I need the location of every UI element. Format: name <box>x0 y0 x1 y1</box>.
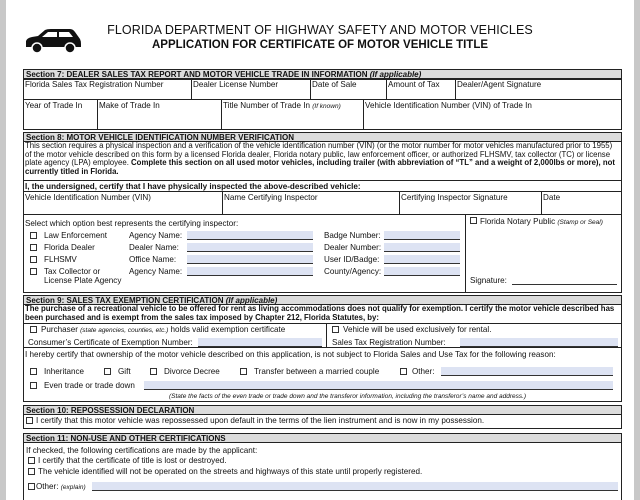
other-reason-checkbox[interactable] <box>400 368 407 375</box>
other-cert-label: Other: (explain) <box>36 482 86 491</box>
other-reason-label: Other: <box>412 367 435 376</box>
section-9-statement: The purchase of a recreational vehicle to be offered for rent as living accommodations does not qualify for exemption. I certify the motor vehicle described has been purchased and is exempt from the sales tax imposed by Chapter 212, Florida Statutes, by: <box>25 304 615 322</box>
option-law-enforcement-checkbox[interactable] <box>30 232 37 239</box>
option-law-enforcement: Law Enforcement <box>44 231 107 240</box>
field-title-number-trade-in[interactable]: Title Number of Trade In (If known) <box>223 101 341 110</box>
field-dealer-agent-signature[interactable]: Dealer/Agent Signature <box>457 80 542 89</box>
divorce-label: Divorce Decree <box>164 367 220 376</box>
notary-label: Florida Notary Public (Stamp or Seal) <box>480 217 603 226</box>
married-transfer-checkbox[interactable] <box>240 368 247 375</box>
notary-signature-label: Signature: <box>470 276 507 285</box>
even-trade-checkbox[interactable] <box>30 382 37 389</box>
other-reason-input[interactable] <box>441 367 613 376</box>
badge-number-label: Badge Number: <box>324 231 381 240</box>
user-id-input[interactable] <box>384 255 460 264</box>
notary-signature-line[interactable] <box>512 284 617 285</box>
purchaser-label: Purchaser (state agencies, counties, etc.) holds valid exemption certificate <box>41 325 286 334</box>
section-7-header: Section 7: DEALER SALES TAX REPORT AND MOTOR VEHICLE TRADE IN INFORMATION (If applicable) <box>23 69 622 79</box>
option-tax-collector-line2: License Plate Agency <box>44 276 122 285</box>
exemption-cert-label: Consumer’s Certificate of Exemption Number: <box>28 338 193 347</box>
gift-label: Gift <box>118 367 131 376</box>
repossession-text: I certify that this motor vehicle was repossessed upon default in the terms of the lien instrument and is now in my possession. <box>36 416 485 425</box>
purchaser-checkbox[interactable] <box>30 326 37 333</box>
dealer-name-input[interactable] <box>187 243 313 252</box>
field-inspected-vin[interactable]: Vehicle Identification Number (VIN) <box>25 193 151 202</box>
option-tax-collector: Tax Collector or <box>44 267 101 276</box>
field-vin-trade-in[interactable]: Vehicle Identification Number (VIN) of Trade In <box>365 101 532 110</box>
field-amount-of-tax[interactable]: Amount of Tax <box>388 80 440 89</box>
even-trade-label: Even trade or trade down <box>44 381 135 390</box>
option-flhsmv: FLHSMV <box>44 255 77 264</box>
divorce-checkbox[interactable] <box>150 368 157 375</box>
inspection-certify: I, the undersigned, certify that I have physically inspected the above-described vehicle: <box>25 182 361 191</box>
agency-name-label: Agency Name: <box>129 231 183 240</box>
sales-tax-reg-label: Sales Tax Registration Number: <box>332 338 446 347</box>
field-inspector-name[interactable]: Name Certifying Inspector <box>224 193 318 202</box>
field-inspector-signature[interactable]: Certifying Inspector Signature <box>401 193 508 202</box>
section-11-header: Section 11: NON-USE AND OTHER CERTIFICATIONS <box>23 433 622 443</box>
field-make-of-trade-in[interactable]: Make of Trade In <box>99 101 160 110</box>
sales-tax-reg-input[interactable] <box>460 338 618 347</box>
notary-checkbox[interactable] <box>470 217 477 224</box>
other-cert-input[interactable] <box>92 482 618 491</box>
even-trade-input[interactable] <box>144 381 613 390</box>
non-use-text: The vehicle identified will not be operated on the streets and highways of this state until properly registered. <box>38 467 423 476</box>
inspector-type-prompt: Select which option best represents the certifying inspector: <box>25 219 239 228</box>
dealer-number-input[interactable] <box>384 243 460 252</box>
office-name-input[interactable] <box>187 255 313 264</box>
option-florida-dealer-checkbox[interactable] <box>30 244 37 251</box>
field-date-of-sale[interactable]: Date of Sale <box>312 80 357 89</box>
form-sheet <box>6 0 634 500</box>
dealer-name-label: Dealer Name: <box>129 243 179 252</box>
dealer-number-label: Dealer Number: <box>324 243 382 252</box>
field-dealer-license[interactable]: Dealer License Number <box>193 80 279 89</box>
option-tax-collector-checkbox[interactable] <box>30 268 37 275</box>
other-cert-checkbox[interactable] <box>28 483 35 490</box>
non-use-checkbox[interactable] <box>28 468 35 475</box>
section-8-instructions: This section requires a physical inspection and a verification of the vehicle identification number (VIN) (or the motor number for motor vehicles manufactured prior to 1955) of the motor vehicle described on this form by a licensed Florida dealer, Florida notary public, law enforcement officer, or authorized FLHSMV, tax collector (TC) or license plate agency (LPA) employee. Complete this section on all used motor vehicles, including trailer (with abbreviation of “TL” and a weight of 2,000lbs or more), not currently titled in Florida. <box>25 141 615 176</box>
inheritance-checkbox[interactable] <box>30 368 37 375</box>
inheritance-label: Inheritance <box>44 367 85 376</box>
tc-agency-name-input[interactable] <box>187 267 313 276</box>
title-lost-checkbox[interactable] <box>28 457 35 464</box>
repossession-checkbox[interactable] <box>26 417 33 424</box>
married-transfer-label: Transfer between a married couple <box>254 367 380 376</box>
county-agency-input[interactable] <box>384 267 460 276</box>
field-sales-tax-reg[interactable]: Florida Sales Tax Registration Number <box>25 80 164 89</box>
title-lost-text: I certify that the certificate of title is lost or destroyed. <box>38 456 227 465</box>
section-9-header: Section 9: SALES TAX EXEMPTION CERTIFICATION (If applicable) <box>23 295 622 305</box>
field-inspection-date[interactable]: Date <box>543 193 561 202</box>
section-8-header: Section 8: MOTOR VEHICLE IDENTIFICATION NUMBER VERIFICATION <box>23 132 622 142</box>
user-id-label: User ID/Badge: <box>324 255 380 264</box>
form-title: APPLICATION FOR CERTIFICATE OF MOTOR VEHICLE TITLE <box>151 39 489 51</box>
section-10-header: Section 10: REPOSSESSION DECLARATION <box>23 405 622 415</box>
ownership-certify: I hereby certify that ownership of the motor vehicle described on this application, is not subject to Florida Sales and Use Tax for the following reason: <box>25 350 556 359</box>
rental-label: Vehicle will be used exclusively for rental. <box>343 325 492 334</box>
gift-checkbox[interactable] <box>104 368 111 375</box>
office-name-label: Office Name: <box>129 255 177 264</box>
rental-checkbox[interactable] <box>332 326 339 333</box>
trade-instructions: (State the facts of the even trade or trade down and the transferor information, including the transferor’s name and address.) <box>169 393 527 400</box>
certifications-intro: If checked, the following certifications are made by the applicant: <box>26 446 258 455</box>
tc-agency-name-label: Agency Name: <box>129 267 183 276</box>
county-agency-label: County/Agency: <box>324 267 382 276</box>
exemption-cert-input[interactable] <box>198 338 322 347</box>
option-flhsmv-checkbox[interactable] <box>30 256 37 263</box>
agency-name-input[interactable] <box>187 231 313 240</box>
badge-number-input[interactable] <box>384 231 460 240</box>
option-florida-dealer: Florida Dealer <box>44 243 95 252</box>
department-name: FLORIDA DEPARTMENT OF HIGHWAY SAFETY AND MOTOR VEHICLES <box>107 23 533 37</box>
field-year-of-trade-in[interactable]: Year of Trade In <box>25 101 83 110</box>
